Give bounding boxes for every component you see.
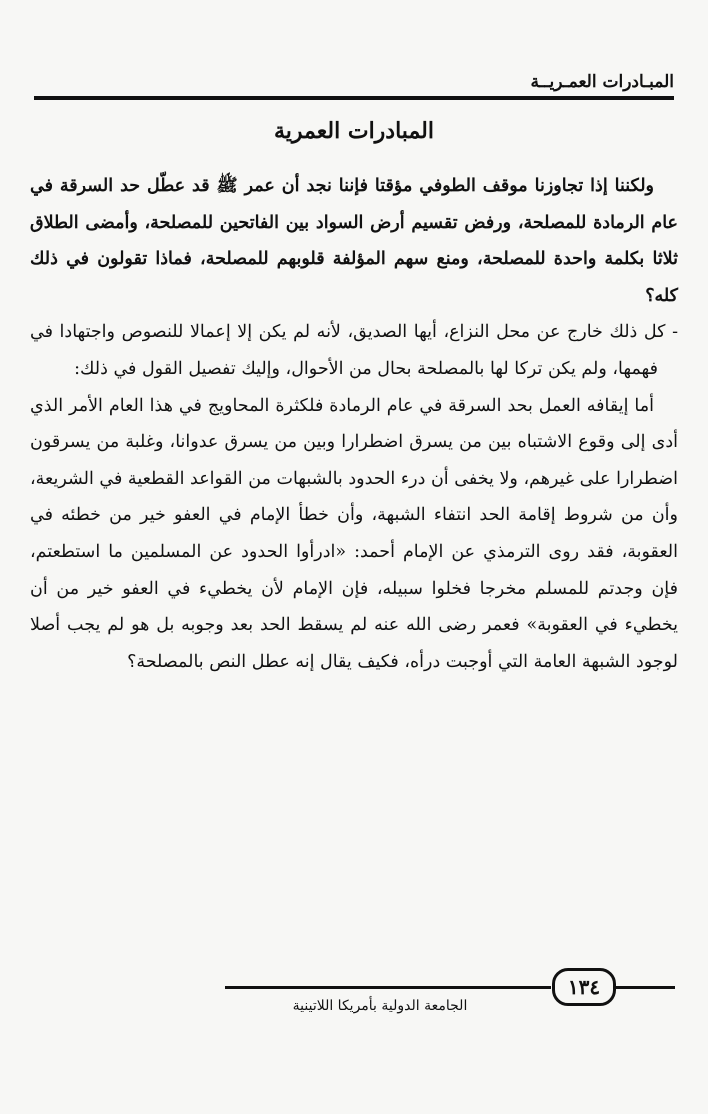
question-paragraph: ولكننا إذا تجاوزنا موقف الطوفي مؤقتا فإننا نجد أن عمر ﷺ قد عطّل حد السرقة في عام الرمادة للمصلحة، ورفض تقسيم أرض السواد بين الفاتحين للمصلحة، وأمضى الطلاق ثلاثا بكلمة واحدة للمصلحة، ومنع سهم المؤلفة قلوبهم للمصلحة، فماذا تقولون في ذلك كله؟ <box>30 176 678 306</box>
footer-rule <box>225 986 551 989</box>
running-header: المبـادرات العمـريــة <box>530 72 674 92</box>
chapter-title: المبادرات العمرية <box>274 118 434 144</box>
page-number: ١٣٤ <box>552 968 616 1006</box>
footer-institution: الجامعة الدولية بأمريكا اللاتينية <box>292 998 468 1014</box>
footer-rule-right <box>615 986 675 989</box>
body-text <box>30 168 678 680</box>
detail-paragraph: أما إيقافه العمل بحد السرقة في عام الرمادة فلكثرة المحاويج في هذا العام الأمر الذي أدى إلى وقوع الاشتباه بين من يسرق اضطرارا وبين من يسرق عدوانا، وغلبة من يسرقون اضطرارا على غيرهم، ولا يخفى أن درء الحدود بالشبهات من القواعد القطعية في الشريعة، وأن من شروط إقامة الحد انتفاء الشبهة، وأن خطأ الإمام في العفو خير من خطئه في العقوبة، فقد روى الترمذي عن الإمام أحمد: «ادرأوا الحدود عن المسلمين ما استطعتم، فإن وجدتم للمسلم مخرجا فخلوا سبيله، فإن الإمام لأن يخطيء في العفو خير من أن يخطيء في العقوبة» فعمر رضى الله عنه لم يسقط الحد بعد وجوبه بل هو لم يجب أصلا لوجود الشبهة العامة التي أوجبت درأه، فكيف يقال إنه عطل النص بالمصلحة؟ <box>30 395 678 672</box>
answer-paragraph: - كل ذلك خارج عن محل النزاع، أيها الصديق، لأنه لم يكن إلا إعمالا للنصوص واجتهادا في فهمها، ولم يكن تركا لها بالمصلحة بحال من الأحوال، وإليك تفصيل القول في ذلك: <box>30 322 678 379</box>
header-rule <box>34 96 674 100</box>
